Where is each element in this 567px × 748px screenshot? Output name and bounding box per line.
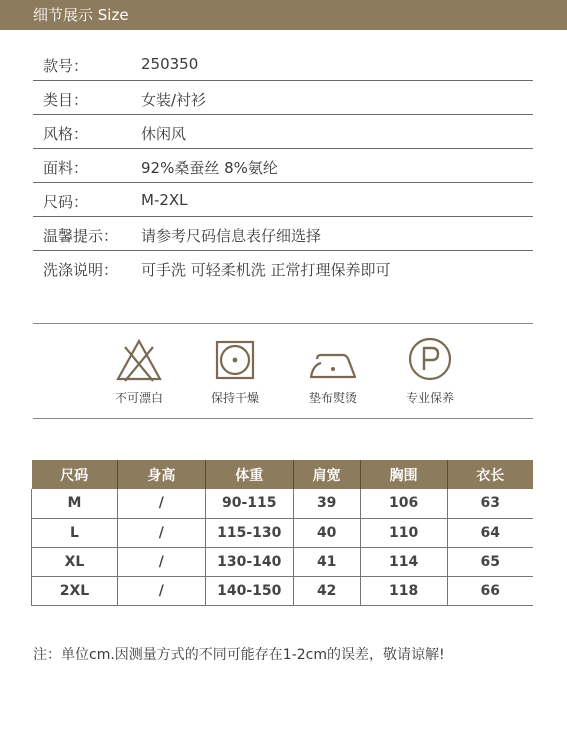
info-row-size [33,183,533,217]
table-cell: L [32,518,118,547]
tumble-dry-icon [209,335,261,387]
table-row [32,547,534,576]
care-label: 保持干燥 [210,391,259,405]
table-cell: M [32,489,118,518]
info-value: 250350 [141,55,199,73]
header-title: 细节展示 Size [33,6,129,24]
measurement-note: 注：单位cm.因测量方式的不同可能存在1-2cm的误差，敬请谅解! [33,647,445,663]
info-value: 请参考尺码信息表仔细选择 [141,227,322,245]
care-label: 不可漂白 [114,391,163,405]
info-row-category [33,81,533,115]
professional-care-icon [404,335,456,387]
table-cell: 115-130 [205,518,293,547]
table-row [32,576,534,605]
care-item-keep-dry [190,335,280,406]
info-label: 类目： [43,91,89,109]
info-label: 面料： [43,159,89,177]
size-table [31,460,533,606]
info-label: 温馨提示： [43,227,119,245]
care-item-no-bleach [94,335,184,406]
size-table-header-cell: 衣长 [447,460,533,489]
table-cell: 41 [293,547,360,576]
info-row-style-number [33,47,533,81]
size-table-header-cell: 肩宽 [293,460,360,489]
no-bleach-icon [113,335,165,387]
table-cell: 42 [293,576,360,605]
header-bar [0,0,567,30]
table-cell: 63 [447,489,533,518]
table-cell: / [117,518,205,547]
table-cell: 106 [360,489,447,518]
table-cell: 110 [360,518,447,547]
info-row-style [33,115,533,149]
size-table-header-row [32,460,534,489]
care-label: 专业保养 [405,391,454,405]
table-cell: 90-115 [205,489,293,518]
iron-icon [307,335,359,387]
info-value: 92%桑蚕丝 8%氨纶 [141,159,278,177]
table-cell: 39 [293,489,360,518]
size-table-header-cell: 胸围 [360,460,447,489]
info-row-washing [33,251,533,285]
table-cell: 140-150 [205,576,293,605]
divider-bottom [33,418,533,419]
info-row-tip [33,217,533,251]
info-row-fabric [33,149,533,183]
info-label: 款号： [43,57,89,75]
divider-top [33,323,533,324]
table-cell: 65 [447,547,533,576]
table-row [32,518,534,547]
table-cell: / [117,489,205,518]
table-cell: 130-140 [205,547,293,576]
table-row [32,489,534,518]
table-cell: / [117,576,205,605]
table-cell: 40 [293,518,360,547]
info-label: 风格： [43,125,89,143]
care-label: 垫布熨烫 [308,391,357,405]
info-value: 女装/衬衫 [141,91,207,109]
care-item-professional [385,335,475,406]
table-cell: 64 [447,518,533,547]
info-label: 尺码： [43,193,89,211]
size-table-header-cell: 身高 [117,460,205,489]
table-cell: 2XL [32,576,118,605]
info-value: M-2XL [141,191,188,209]
size-table-header-cell: 体重 [205,460,293,489]
size-table-header-cell: 尺码 [32,460,118,489]
info-label: 洗涤说明： [43,261,119,279]
table-cell: 66 [447,576,533,605]
table-cell: 114 [360,547,447,576]
table-cell: / [117,547,205,576]
table-cell: 118 [360,576,447,605]
care-item-iron [288,335,378,406]
info-value: 休闲风 [141,125,187,143]
table-cell: XL [32,547,118,576]
info-value: 可手洗 可轻柔机洗 正常打理保养即可 [141,261,391,279]
